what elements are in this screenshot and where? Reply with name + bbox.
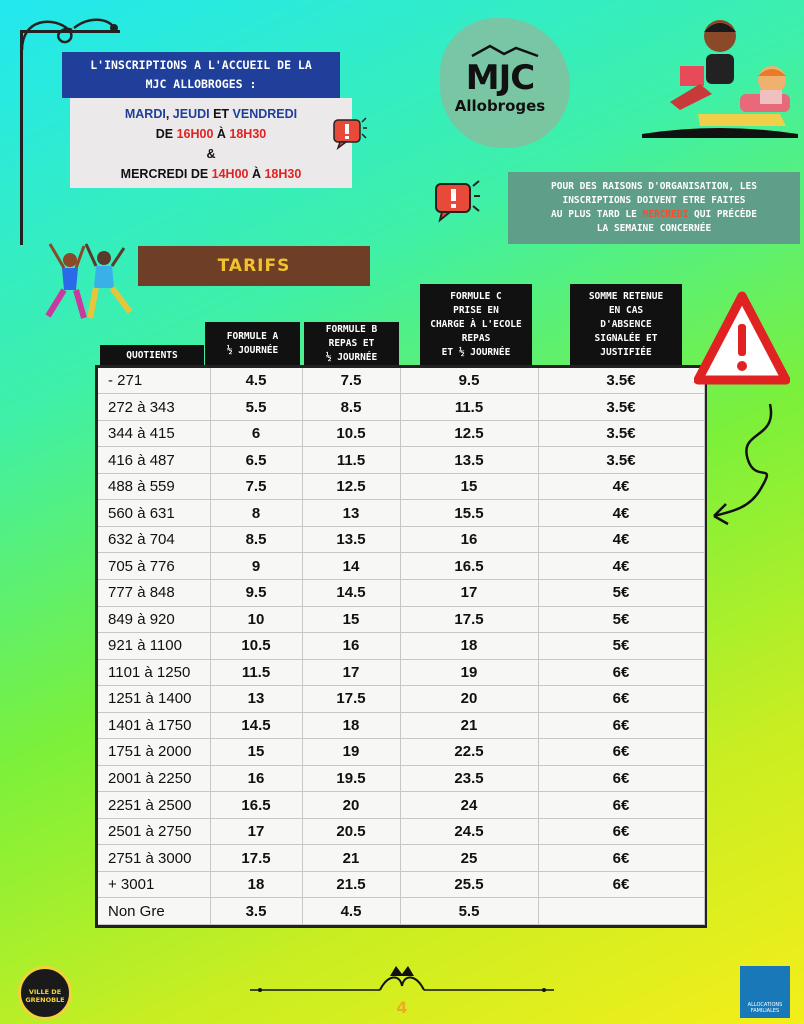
schedule-days	[70, 104, 352, 124]
table-row	[98, 526, 704, 553]
day-tuesday: MARDI	[124, 107, 166, 121]
formule-c-cell: 24.5	[400, 818, 538, 845]
to-word: À	[213, 127, 230, 141]
formule-b-cell: 17	[302, 659, 400, 686]
table-row	[98, 712, 704, 739]
quotient-cell: 1251 à 1400	[98, 686, 210, 713]
table-row	[98, 845, 704, 872]
logo-roof-icon	[470, 44, 540, 58]
formule-b-cell: 10.5	[302, 420, 400, 447]
quotient-cell: 1751 à 2000	[98, 739, 210, 766]
formule-c-cell: 11.5	[400, 394, 538, 421]
formule-b-cell: 15	[302, 606, 400, 633]
header-somme-line: EN CAS	[608, 305, 644, 316]
table-row	[98, 473, 704, 500]
caf-logo: ALLOCATIONS FAMILIALES	[740, 966, 790, 1018]
formule-a-cell: 17.5	[210, 845, 302, 872]
table-row	[98, 553, 704, 580]
alert-bubble-icon	[332, 116, 368, 150]
formule-c-cell: 25.5	[400, 871, 538, 898]
quotient-cell: 272 à 343	[98, 394, 210, 421]
somme-retenue-cell	[538, 898, 704, 925]
notice-line-1: POUR DES RAISONS D'ORGANISATION, LES	[551, 181, 757, 192]
quotient-cell: 632 à 704	[98, 526, 210, 553]
formule-c-cell: 25	[400, 845, 538, 872]
formule-a-cell: 9	[210, 553, 302, 580]
quotient-cell: 560 à 631	[98, 500, 210, 527]
formule-c-cell: 20	[400, 686, 538, 713]
header-formule-b-line: REPAS ET	[328, 338, 375, 349]
formule-c-cell: 15.5	[400, 500, 538, 527]
formule-c-cell: 16.5	[400, 553, 538, 580]
registration-title-line-2: MJC ALLOBROGES :	[145, 77, 257, 91]
formule-c-cell: 9.5	[400, 368, 538, 394]
quotient-cell: 849 à 920	[98, 606, 210, 633]
quotient-cell: 2251 à 2500	[98, 792, 210, 819]
formule-a-cell: 18	[210, 871, 302, 898]
header-formule-a	[205, 322, 300, 366]
quotient-cell: + 3001	[98, 871, 210, 898]
from-time: 16H00	[176, 127, 214, 141]
curly-arrow-icon	[708, 400, 788, 530]
wednesday-from: 14H00	[211, 167, 249, 181]
quotient-cell: 921 à 1100	[98, 633, 210, 660]
somme-retenue-cell: 6€	[538, 871, 704, 898]
formule-c-cell: 17	[400, 580, 538, 607]
to-word: À	[248, 167, 265, 181]
header-somme-line: SIGNALÉE ET	[594, 333, 658, 344]
schedule-hours	[70, 124, 352, 144]
somme-retenue-cell: 4€	[538, 500, 704, 527]
header-formule-c-line: FORMULE C	[450, 291, 502, 302]
formule-a-cell: 15	[210, 739, 302, 766]
table-row	[98, 871, 704, 898]
day-friday: VENDREDI	[232, 107, 298, 121]
notice-line-2: INSCRIPTIONS DOIVENT ETRE FAITES	[562, 195, 746, 206]
table-row	[98, 420, 704, 447]
formule-a-cell: 11.5	[210, 659, 302, 686]
table-row	[98, 686, 704, 713]
formule-a-cell: 4.5	[210, 368, 302, 394]
formule-b-cell: 21.5	[302, 871, 400, 898]
registration-deadline-notice	[508, 172, 800, 244]
table-row	[98, 739, 704, 766]
table-row	[98, 765, 704, 792]
quotient-cell: 2751 à 3000	[98, 845, 210, 872]
formule-c-cell: 13.5	[400, 447, 538, 474]
warning-triangle-icon	[694, 290, 790, 390]
notice-line-4: LA SEMAINE CONCERNÉE	[596, 223, 712, 234]
formule-b-cell: 4.5	[302, 898, 400, 925]
header-formule-c-line: REPAS	[461, 333, 491, 344]
formule-b-cell: 16	[302, 633, 400, 660]
notice-highlight: MERCREDI	[642, 209, 689, 220]
formule-b-cell: 19	[302, 739, 400, 766]
formule-b-cell: 21	[302, 845, 400, 872]
somme-retenue-cell: 4€	[538, 473, 704, 500]
table-row	[98, 659, 704, 686]
somme-retenue-cell: 4€	[538, 553, 704, 580]
formule-b-cell: 14	[302, 553, 400, 580]
quotient-cell: 2001 à 2250	[98, 765, 210, 792]
notice-line-3	[508, 208, 800, 222]
day-separator: ET	[209, 107, 233, 121]
formule-a-cell: 6	[210, 420, 302, 447]
registration-schedule	[70, 98, 352, 188]
quotient-cell: 777 à 848	[98, 580, 210, 607]
somme-retenue-cell: 6€	[538, 739, 704, 766]
formule-c-cell: 18	[400, 633, 538, 660]
table-row	[98, 394, 704, 421]
formule-a-cell: 3.5	[210, 898, 302, 925]
formule-a-cell: 16	[210, 765, 302, 792]
registration-title	[62, 52, 340, 98]
header-somme-line: JUSTIFIÉE	[600, 347, 652, 358]
quotient-cell: 344 à 415	[98, 420, 210, 447]
table-row	[98, 792, 704, 819]
quotient-cell: 705 à 776	[98, 553, 210, 580]
formule-a-cell: 16.5	[210, 792, 302, 819]
page-number: 4	[396, 998, 408, 1017]
somme-retenue-cell: 3.5€	[538, 368, 704, 394]
header-formule-b	[304, 322, 399, 366]
header-formule-a-line: ½ JOURNÉE	[226, 345, 279, 356]
somme-retenue-cell: 3.5€	[538, 420, 704, 447]
table-row	[98, 368, 704, 394]
wednesday-to: 18H30	[264, 167, 302, 181]
formule-a-cell: 8.5	[210, 526, 302, 553]
quotient-cell: 488 à 559	[98, 473, 210, 500]
header-formule-c	[420, 284, 532, 366]
table-row	[98, 606, 704, 633]
somme-retenue-cell: 6€	[538, 792, 704, 819]
formule-b-cell: 12.5	[302, 473, 400, 500]
formule-b-cell: 20	[302, 792, 400, 819]
somme-retenue-cell: 5€	[538, 606, 704, 633]
formule-c-cell: 21	[400, 712, 538, 739]
header-formule-c-line: ET ½ JOURNÉE	[441, 347, 511, 358]
somme-retenue-cell: 3.5€	[538, 394, 704, 421]
formule-c-cell: 24	[400, 792, 538, 819]
formule-a-cell: 8	[210, 500, 302, 527]
formule-b-cell: 7.5	[302, 368, 400, 394]
formule-c-cell: 22.5	[400, 739, 538, 766]
formule-a-cell: 13	[210, 686, 302, 713]
formule-a-cell: 7.5	[210, 473, 302, 500]
to-time: 18H30	[229, 127, 267, 141]
table-row	[98, 500, 704, 527]
corner-flourish-icon	[14, 8, 124, 58]
notice-line-3-prefix: AU PLUS TARD LE	[551, 209, 643, 220]
ville-de-grenoble-logo-text: VILLE DE GRENOBLE	[25, 988, 65, 1004]
tarifs-table	[95, 365, 707, 928]
tarifs-table-body	[98, 368, 704, 925]
table-row	[98, 818, 704, 845]
alert-bubble-icon	[432, 178, 482, 224]
formule-c-cell: 17.5	[400, 606, 538, 633]
formule-b-cell: 19.5	[302, 765, 400, 792]
formule-a-cell: 6.5	[210, 447, 302, 474]
table-row	[98, 898, 704, 925]
header-formule-a-line: FORMULE A	[226, 331, 279, 342]
table-row	[98, 580, 704, 607]
formule-b-cell: 18	[302, 712, 400, 739]
table-row	[98, 447, 704, 474]
dancing-kids-illustration	[40, 238, 136, 322]
somme-retenue-cell: 3.5€	[538, 447, 704, 474]
formule-b-cell: 13.5	[302, 526, 400, 553]
header-formule-b-line: FORMULE B	[325, 324, 378, 335]
registration-title-line-1: L'INSCRIPTIONS A L'ACCUEIL DE LA	[90, 58, 312, 72]
formule-a-cell: 5.5	[210, 394, 302, 421]
day-thursday: JEUDI	[172, 107, 210, 121]
somme-retenue-cell: 6€	[538, 659, 704, 686]
somme-retenue-cell: 6€	[538, 686, 704, 713]
somme-retenue-cell: 6€	[538, 818, 704, 845]
formule-c-cell: 5.5	[400, 898, 538, 925]
formule-c-cell: 23.5	[400, 765, 538, 792]
quotient-cell: - 271	[98, 368, 210, 394]
schedule-and: &	[206, 147, 216, 161]
formule-c-cell: 15	[400, 473, 538, 500]
formule-a-cell: 10	[210, 606, 302, 633]
formule-a-cell: 14.5	[210, 712, 302, 739]
header-formule-b-line: ½ JOURNÉE	[325, 352, 378, 363]
somme-retenue-cell: 6€	[538, 845, 704, 872]
quotient-cell: Non Gre	[98, 898, 210, 925]
somme-retenue-cell: 4€	[538, 526, 704, 553]
day-separator: ,	[165, 107, 173, 121]
mjc-logo: MJC	[465, 58, 535, 98]
header-quotients	[100, 345, 204, 367]
kids-reading-illustration	[640, 10, 800, 140]
header-quotients-label: QUOTIENTS	[126, 350, 178, 361]
from-word: DE	[155, 127, 177, 141]
mjc-logo-subtitle: Allobroges	[454, 97, 546, 115]
formule-b-cell: 20.5	[302, 818, 400, 845]
header-formule-c-line: CHARGE À L'ECOLE	[430, 319, 522, 330]
formule-b-cell: 11.5	[302, 447, 400, 474]
header-formule-c-line: PRISE EN	[453, 305, 499, 316]
somme-retenue-cell: 6€	[538, 765, 704, 792]
formule-b-cell: 8.5	[302, 394, 400, 421]
formule-b-cell: 17.5	[302, 686, 400, 713]
quotient-cell: 416 à 487	[98, 447, 210, 474]
formule-a-cell: 10.5	[210, 633, 302, 660]
tarifs-title: TARIFS	[138, 246, 370, 286]
header-somme-line: SOMME RETENUE	[588, 291, 664, 302]
formule-a-cell: 17	[210, 818, 302, 845]
quotient-cell: 2501 à 2750	[98, 818, 210, 845]
formule-a-cell: 9.5	[210, 580, 302, 607]
formule-c-cell: 19	[400, 659, 538, 686]
somme-retenue-cell: 5€	[538, 580, 704, 607]
formule-b-cell: 13	[302, 500, 400, 527]
formule-c-cell: 16	[400, 526, 538, 553]
table-row	[98, 633, 704, 660]
quotient-cell: 1101 à 1250	[98, 659, 210, 686]
header-somme-retenue	[570, 284, 682, 366]
formule-c-cell: 12.5	[400, 420, 538, 447]
corner-ornament-left	[20, 30, 23, 245]
quotient-cell: 1401 à 1750	[98, 712, 210, 739]
somme-retenue-cell: 5€	[538, 633, 704, 660]
header-somme-line: D'ABSENCE	[600, 319, 652, 330]
wednesday-prefix: MERCREDI DE	[120, 167, 212, 181]
schedule-wednesday	[70, 164, 352, 184]
notice-line-3-suffix: QUI PRÉCÈDE	[688, 209, 757, 220]
formule-b-cell: 14.5	[302, 580, 400, 607]
somme-retenue-cell: 6€	[538, 712, 704, 739]
